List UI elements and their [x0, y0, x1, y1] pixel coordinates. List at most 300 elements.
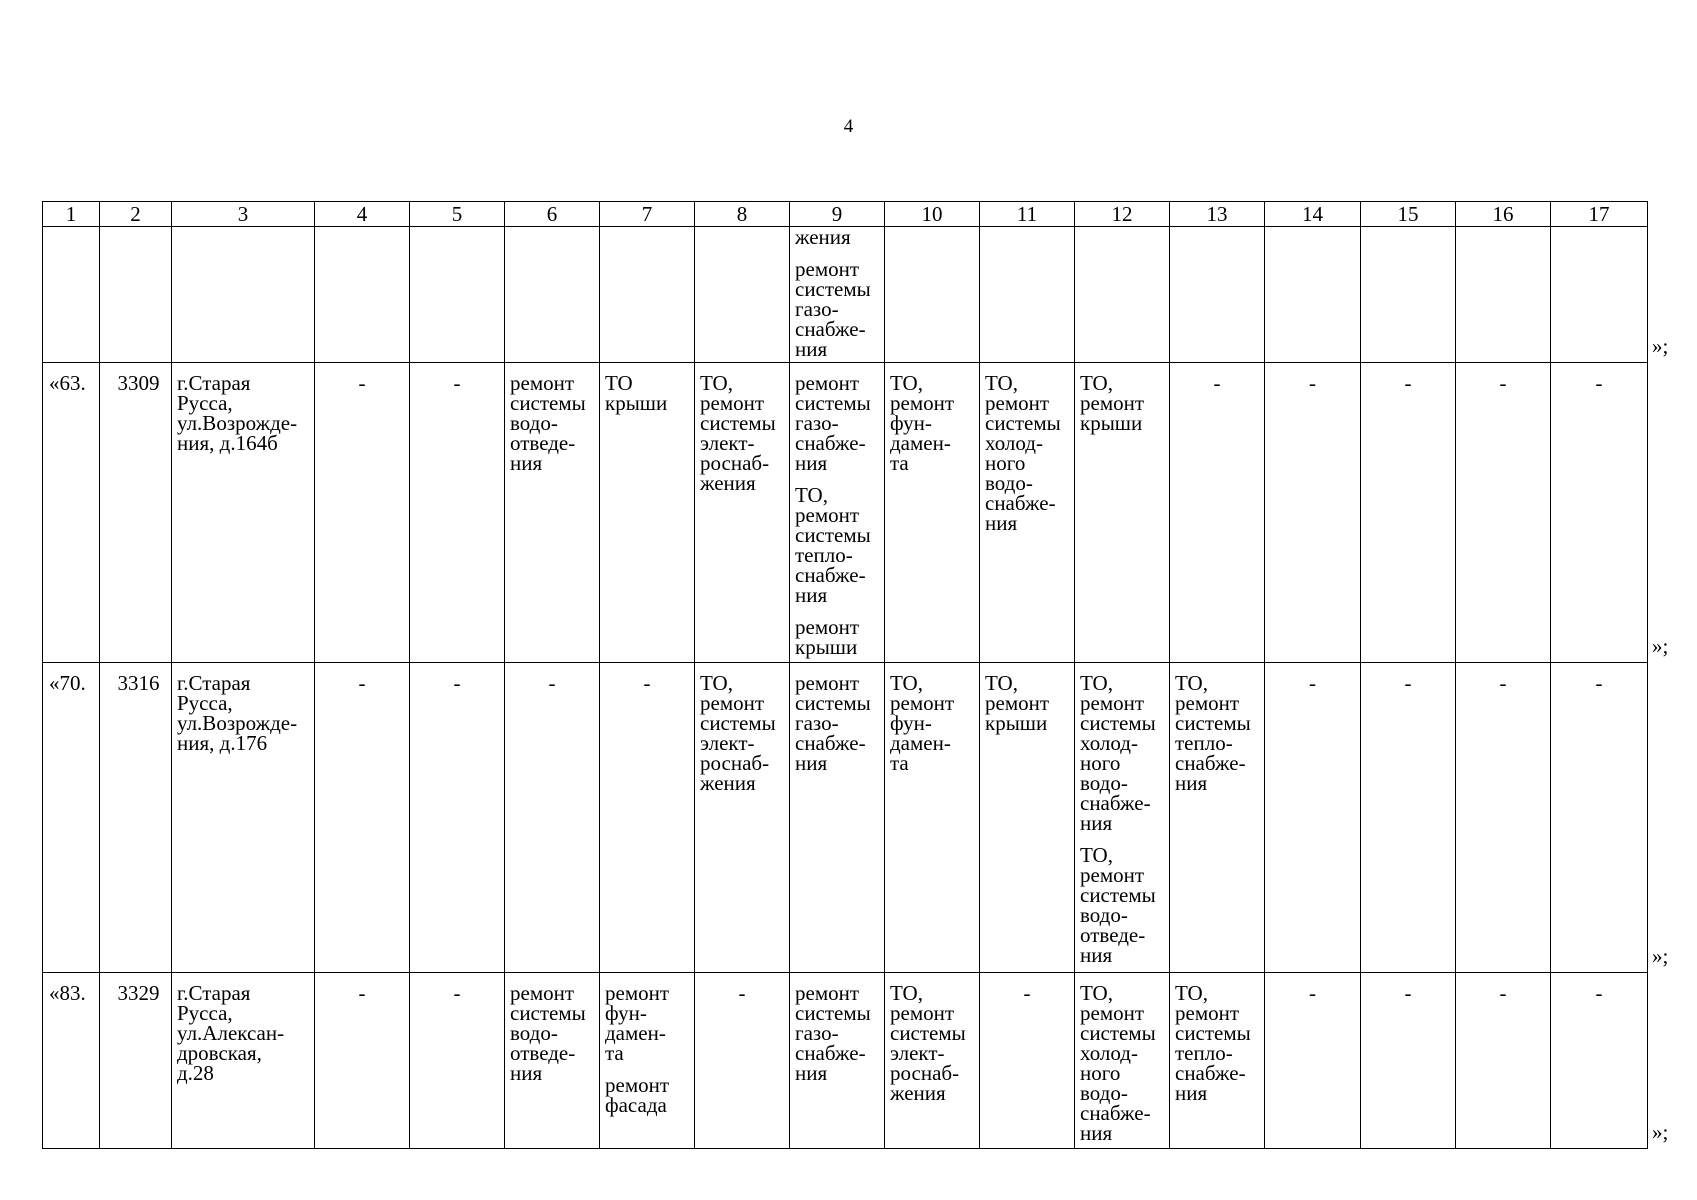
closing-quote-mark: »; [1652, 334, 1669, 358]
cell-entry [510, 373, 596, 473]
cell-text-line: - [1213, 371, 1221, 395]
cell-entry [1551, 983, 1647, 1003]
cell-text-line: ремонт [890, 391, 955, 415]
cell-text-line: - [1309, 371, 1316, 395]
cell-text-line: роснаб- [700, 751, 770, 775]
cell-text-line: водо- [1080, 903, 1128, 927]
cell-entry [795, 373, 881, 473]
table-cell-col-3 [172, 227, 315, 363]
cell-text-line: «83. [49, 981, 86, 1005]
cell-entry [1456, 373, 1550, 393]
cell-text-line: ТО, [890, 371, 923, 395]
table-cell-col-12 [1075, 663, 1170, 973]
cell-text-line: Русса, [177, 1001, 233, 1025]
table-cell-col-15 [1361, 973, 1456, 1149]
repair-schedule-table [42, 201, 1648, 1149]
table-cell-col-5 [410, 973, 505, 1149]
page-number: 4 [843, 116, 854, 137]
cell-text-line: жения [890, 1081, 946, 1105]
cell-text-line: дамен- [605, 1021, 666, 1045]
cell-text-line: г.Старая [177, 371, 251, 395]
table-cell-col-9 [790, 973, 885, 1149]
cell-text-line: ТО, [1175, 671, 1208, 695]
cell-text-line: снабже- [795, 1041, 866, 1065]
table-cell-col-15 [1361, 227, 1456, 363]
table-cell-col-4 [315, 363, 410, 663]
cell-text-line: - [358, 671, 366, 695]
table-cell-col-8 [695, 973, 790, 1149]
cell-entry [605, 1075, 691, 1115]
cell-entry [605, 373, 691, 413]
table-cell-col-17 [1551, 227, 1648, 363]
cell-text-line: ния [1175, 771, 1208, 795]
cell-text-line: системы [1080, 1021, 1156, 1045]
cell-text-line: ния [1080, 943, 1113, 967]
column-header-11: 11 [980, 202, 1075, 227]
cell-text-line: ремонт [795, 615, 860, 639]
cell-text-line: ул.Возрожде- [177, 411, 298, 435]
column-header-8: 8 [695, 202, 790, 227]
cell-entry [1456, 673, 1550, 693]
cell-text-line: ремонт [795, 257, 860, 281]
cell-text-line: д.28 [177, 1061, 214, 1085]
cell-text-line: та [890, 751, 909, 775]
cell-text-line: снабже- [795, 563, 866, 587]
cell-text-line: системы [795, 691, 871, 715]
cell-text-line: системы [795, 523, 871, 547]
cell-text-line: ния [795, 451, 828, 475]
cell-text-line: ТО [605, 371, 633, 395]
cell-text-line: ремонт [1080, 1001, 1145, 1025]
cell-entry [106, 983, 171, 1003]
table-cell-col-3 [172, 663, 315, 973]
cell-text-line: системы [795, 277, 871, 301]
cell-entry [795, 983, 881, 1083]
cell-text-line: ТО, [1080, 843, 1113, 867]
cell-text-line: жения [700, 771, 756, 795]
cell-entry [1361, 373, 1455, 393]
cell-entry [795, 673, 881, 773]
cell-text-line: тепло- [1175, 1041, 1233, 1065]
table-cell-col-17 [1551, 973, 1648, 1149]
cell-text-line: водо- [1080, 1081, 1128, 1105]
table-cell-col-8 [695, 663, 790, 973]
cell-text-line: отведе- [1080, 923, 1146, 947]
cell-text-line: ремонт [795, 503, 860, 527]
column-header-2: 2 [100, 202, 172, 227]
cell-text-line: ремонт [985, 391, 1050, 415]
table-cell-col-11 [980, 663, 1075, 973]
cell-text-line: водо- [510, 411, 558, 435]
cell-text-line: - [453, 981, 461, 1005]
cell-text-line: ТО, [985, 671, 1018, 695]
table-row [43, 663, 1648, 973]
cell-text-line: системы [1080, 711, 1156, 735]
table-cell-col-14 [1265, 363, 1361, 663]
cell-text-line: системы [1175, 711, 1251, 735]
cell-text-line: ТО, [700, 371, 733, 395]
cell-text-line: - [1404, 671, 1412, 695]
cell-entry [1551, 373, 1647, 393]
column-header-7: 7 [600, 202, 695, 227]
table-cell-col-14 [1265, 663, 1361, 973]
cell-entry [49, 983, 99, 1003]
column-header-4: 4 [315, 202, 410, 227]
cell-text-line: системы [985, 411, 1061, 435]
cell-entry [1080, 845, 1166, 965]
cell-entry [1175, 983, 1261, 1103]
table-cell-col-6 [505, 973, 600, 1149]
table-cell-col-8 [695, 363, 790, 663]
cell-text-line: ул.Возрожде- [177, 711, 298, 735]
cell-text-line: ния [510, 1061, 543, 1085]
cell-text-line: - [1595, 371, 1603, 395]
cell-text-line: ния [510, 451, 543, 475]
cell-text-line: снабже- [985, 491, 1056, 515]
cell-entry [795, 227, 881, 247]
table-cell-col-12 [1075, 973, 1170, 1149]
table-cell-col-4 [315, 227, 410, 363]
cell-text-line: тепло- [1175, 731, 1233, 755]
cell-text-line: отведе- [510, 1041, 576, 1065]
cell-text-line: Русса, [177, 391, 233, 415]
table-cell-col-6 [505, 663, 600, 973]
table-row [43, 363, 1648, 663]
cell-text-line: снабже- [795, 317, 866, 341]
cell-text-line: ния [795, 337, 828, 361]
cell-text-line: ТО, [700, 671, 733, 695]
cell-text-line: ремонт [510, 371, 575, 395]
cell-text-line: - [643, 671, 651, 695]
cell-entry [177, 373, 311, 453]
cell-text-line: дамен- [890, 731, 951, 755]
cell-text-line: газо- [795, 711, 839, 735]
cell-text-line: - [1309, 671, 1316, 695]
cell-text-line: крыши [795, 635, 858, 659]
cell-entry [890, 673, 976, 773]
cell-entry [1265, 373, 1360, 393]
cell-text-line: системы [795, 391, 871, 415]
cell-text-line: элект- [700, 431, 755, 455]
cell-text-line: ул.Алексан- [177, 1021, 285, 1045]
cell-text-line: дамен- [890, 431, 951, 455]
cell-entry [795, 617, 881, 657]
table-cell-col-5 [410, 363, 505, 663]
cell-text-line: снабже- [1080, 1101, 1151, 1125]
cell-text-line: г.Старая [177, 981, 251, 1005]
table-cell-col-5 [410, 227, 505, 363]
cell-text-line: - [1404, 371, 1412, 395]
column-header-3: 3 [172, 202, 315, 227]
cell-text-line: 3329 [117, 981, 160, 1005]
cell-text-line: холод- [1080, 731, 1138, 755]
cell-text-line: крыши [985, 711, 1048, 735]
table-cell-col-11 [980, 973, 1075, 1149]
table-cell-col-3 [172, 973, 315, 1149]
cell-text-line: газо- [795, 1021, 839, 1045]
cell-text-line: газо- [795, 297, 839, 321]
cell-entry [510, 983, 596, 1083]
table-cell-col-6 [505, 227, 600, 363]
closing-quote-mark: »; [1652, 1120, 1669, 1144]
cell-text-line: 3309 [117, 371, 160, 395]
cell-text-line: снабже- [1175, 1061, 1246, 1085]
closing-quote-mark: »; [1652, 634, 1669, 658]
cell-entry [1175, 673, 1261, 793]
cell-text-line: ния, д.164б [177, 431, 278, 455]
cell-text-line: системы [510, 391, 586, 415]
table-cell-col-11 [980, 227, 1075, 363]
table-cell-col-17 [1551, 363, 1648, 663]
cell-entry [177, 673, 311, 753]
cell-text-line: - [453, 371, 461, 395]
column-header-16: 16 [1456, 202, 1551, 227]
cell-text-line: ния [795, 751, 828, 775]
table-cell-col-16 [1456, 973, 1551, 1149]
cell-text-line: ремонт [1080, 691, 1145, 715]
cell-text-line: «70. [49, 671, 86, 695]
cell-text-line: ремонт [1080, 391, 1145, 415]
cell-text-line: ного [1080, 751, 1121, 775]
cell-text-line: крыши [1080, 411, 1143, 435]
table-cell-col-14 [1265, 227, 1361, 363]
column-header-6: 6 [505, 202, 600, 227]
table-cell-col-13 [1170, 973, 1265, 1149]
cell-text-line: водо- [985, 471, 1033, 495]
cell-text-line: ного [1080, 1061, 1121, 1085]
cell-text-line: снабже- [1175, 751, 1246, 775]
table-cell-col-1 [43, 663, 100, 973]
cell-text-line: холод- [985, 431, 1043, 455]
cell-text-line: - [1595, 981, 1603, 1005]
cell-text-line: водо- [1080, 771, 1128, 795]
cell-text-line: жения [795, 225, 851, 249]
cell-entry [985, 373, 1071, 533]
cell-text-line: - [1595, 671, 1603, 695]
cell-text-line: - [1404, 981, 1412, 1005]
column-header-13: 13 [1170, 202, 1265, 227]
table-cell-col-7 [600, 973, 695, 1149]
cell-text-line: фун- [605, 1001, 647, 1025]
cell-entry [1080, 983, 1166, 1143]
cell-text-line: ного [985, 451, 1026, 475]
table-cell-col-2 [100, 363, 172, 663]
cell-text-line: ТО, [1080, 371, 1113, 395]
table-cell-col-15 [1361, 363, 1456, 663]
cell-text-line: - [1499, 371, 1507, 395]
cell-text-line: ремонт [1080, 863, 1145, 887]
cell-text-line: фасада [605, 1093, 667, 1117]
table-cell-col-7 [600, 663, 695, 973]
cell-text-line: снабже- [1080, 791, 1151, 815]
column-header-1: 1 [43, 202, 100, 227]
table-cell-col-13 [1170, 663, 1265, 973]
table-cell-col-4 [315, 973, 410, 1149]
table-cell-col-16 [1456, 363, 1551, 663]
cell-entry [1170, 373, 1264, 393]
cell-text-line: «63. [49, 371, 86, 395]
cell-text-line: отведе- [510, 431, 576, 455]
cell-text-line: г.Старая [177, 671, 251, 695]
cell-text-line: - [1023, 981, 1031, 1005]
cell-text-line: - [738, 981, 746, 1005]
table-cell-col-10 [885, 363, 980, 663]
table-cell-col-13 [1170, 227, 1265, 363]
cell-text-line: ремонт [700, 391, 765, 415]
cell-text-line: элект- [890, 1041, 945, 1065]
cell-text-line: водо- [510, 1021, 558, 1045]
cell-text-line: элект- [700, 731, 755, 755]
cell-text-line: ремонт [795, 671, 860, 695]
table-cell-col-8 [695, 227, 790, 363]
cell-entry [177, 983, 311, 1083]
cell-text-line: ремонт [795, 371, 860, 395]
cell-entry [1361, 983, 1455, 1003]
cell-text-line: системы [890, 1021, 966, 1045]
cell-text-line: роснаб- [700, 451, 770, 475]
cell-text-line: ния [1080, 811, 1113, 835]
cell-text-line: ТО, [795, 483, 828, 507]
column-header-12: 12 [1075, 202, 1170, 227]
cell-text-line: ремонт [1175, 1001, 1240, 1025]
table-cell-col-2 [100, 973, 172, 1149]
cell-text-line: фун- [890, 411, 932, 435]
cell-text-line: системы [510, 1001, 586, 1025]
cell-entry [795, 485, 881, 605]
cell-text-line: ТО, [985, 371, 1018, 395]
table-cell-col-14 [1265, 973, 1361, 1149]
column-header-14: 14 [1265, 202, 1361, 227]
cell-text-line: ремонт [510, 981, 575, 1005]
cell-text-line: ремонт [795, 981, 860, 1005]
table-cell-col-2 [100, 663, 172, 973]
cell-entry [410, 673, 504, 693]
cell-text-line: фун- [890, 711, 932, 735]
column-header-10: 10 [885, 202, 980, 227]
cell-entry [1080, 673, 1166, 833]
cell-entry [505, 673, 599, 693]
cell-text-line: ния [795, 583, 828, 607]
cell-entry [985, 673, 1071, 733]
table-cell-col-11 [980, 363, 1075, 663]
cell-text-line: ния [985, 511, 1018, 535]
cell-text-line: ТО, [890, 671, 923, 695]
cell-text-line: ТО, [1080, 981, 1113, 1005]
cell-text-line: та [605, 1041, 624, 1065]
cell-entry [890, 373, 976, 473]
cell-text-line: ТО, [1175, 981, 1208, 1005]
cell-text-line: дровская, [177, 1041, 262, 1065]
table-cell-col-7 [600, 363, 695, 663]
cell-entry [410, 373, 504, 393]
cell-text-line: - [358, 981, 366, 1005]
cell-entry [1265, 673, 1360, 693]
cell-text-line: холод- [1080, 1041, 1138, 1065]
cell-text-line: ния [795, 1061, 828, 1085]
table-cell-col-16 [1456, 227, 1551, 363]
cell-text-line: ремонт [985, 691, 1050, 715]
cell-text-line: системы [700, 411, 776, 435]
table-cell-col-7 [600, 227, 695, 363]
cell-text-line: ния [1080, 1121, 1113, 1145]
cell-entry [315, 373, 409, 393]
table-cell-col-1 [43, 973, 100, 1149]
cell-text-line: крыши [605, 391, 668, 415]
cell-text-line: ТО, [890, 981, 923, 1005]
table-cell-col-10 [885, 227, 980, 363]
cell-entry [600, 673, 694, 693]
cell-entry [315, 983, 409, 1003]
cell-text-line: системы [1175, 1021, 1251, 1045]
table-cell-col-13 [1170, 363, 1265, 663]
cell-entry [695, 983, 789, 1003]
table-cell-col-12 [1075, 227, 1170, 363]
table-cell-col-9 [790, 363, 885, 663]
table-cell-col-9 [790, 227, 885, 363]
table-row [43, 973, 1648, 1149]
table-cell-col-2 [100, 227, 172, 363]
cell-text-line: Русса, [177, 691, 233, 715]
cell-text-line: роснаб- [890, 1061, 960, 1085]
cell-text-line: - [453, 671, 461, 695]
cell-entry [1361, 673, 1455, 693]
table-cell-col-3 [172, 363, 315, 663]
cell-text-line: ремонт [700, 691, 765, 715]
cell-entry [890, 983, 976, 1103]
cell-text-line: ремонт [890, 1001, 955, 1025]
cell-text-line: системы [1080, 883, 1156, 907]
table-cell-col-10 [885, 663, 980, 973]
cell-text-line: ремонт [890, 691, 955, 715]
table-cell-col-15 [1361, 663, 1456, 973]
table-cell-col-6 [505, 363, 600, 663]
cell-text-line: жения [700, 471, 756, 495]
cell-text-line: системы [795, 1001, 871, 1025]
cell-text-line: газо- [795, 411, 839, 435]
column-header-17: 17 [1551, 202, 1648, 227]
cell-entry [700, 373, 786, 493]
cell-text-line: ремонт [605, 1073, 670, 1097]
cell-entry [700, 673, 786, 793]
closing-quote-mark: »; [1652, 944, 1669, 968]
table-cell-col-17 [1551, 663, 1648, 973]
cell-entry [1265, 983, 1360, 1003]
cell-text-line: снабже- [795, 431, 866, 455]
cell-text-line: ния, д.176 [177, 731, 268, 755]
table-cell-col-9 [790, 663, 885, 973]
table-cell-col-1 [43, 363, 100, 663]
table-cell-col-16 [1456, 663, 1551, 973]
cell-text-line: - [1309, 981, 1316, 1005]
header-row [43, 202, 1648, 227]
cell-entry [315, 673, 409, 693]
cell-entry [980, 983, 1074, 1003]
cell-text-line: ТО, [1080, 671, 1113, 695]
cell-entry [49, 673, 99, 693]
table-row [43, 227, 1648, 363]
cell-entry [106, 673, 171, 693]
cell-entry [106, 373, 171, 393]
cell-text-line: снабже- [795, 731, 866, 755]
column-header-9: 9 [790, 202, 885, 227]
table-cell-col-5 [410, 663, 505, 973]
column-header-5: 5 [410, 202, 505, 227]
cell-text-line: системы [700, 711, 776, 735]
table-cell-col-12 [1075, 363, 1170, 663]
cell-entry [795, 259, 881, 359]
cell-entry [1080, 373, 1166, 433]
cell-text-line: - [548, 671, 556, 695]
